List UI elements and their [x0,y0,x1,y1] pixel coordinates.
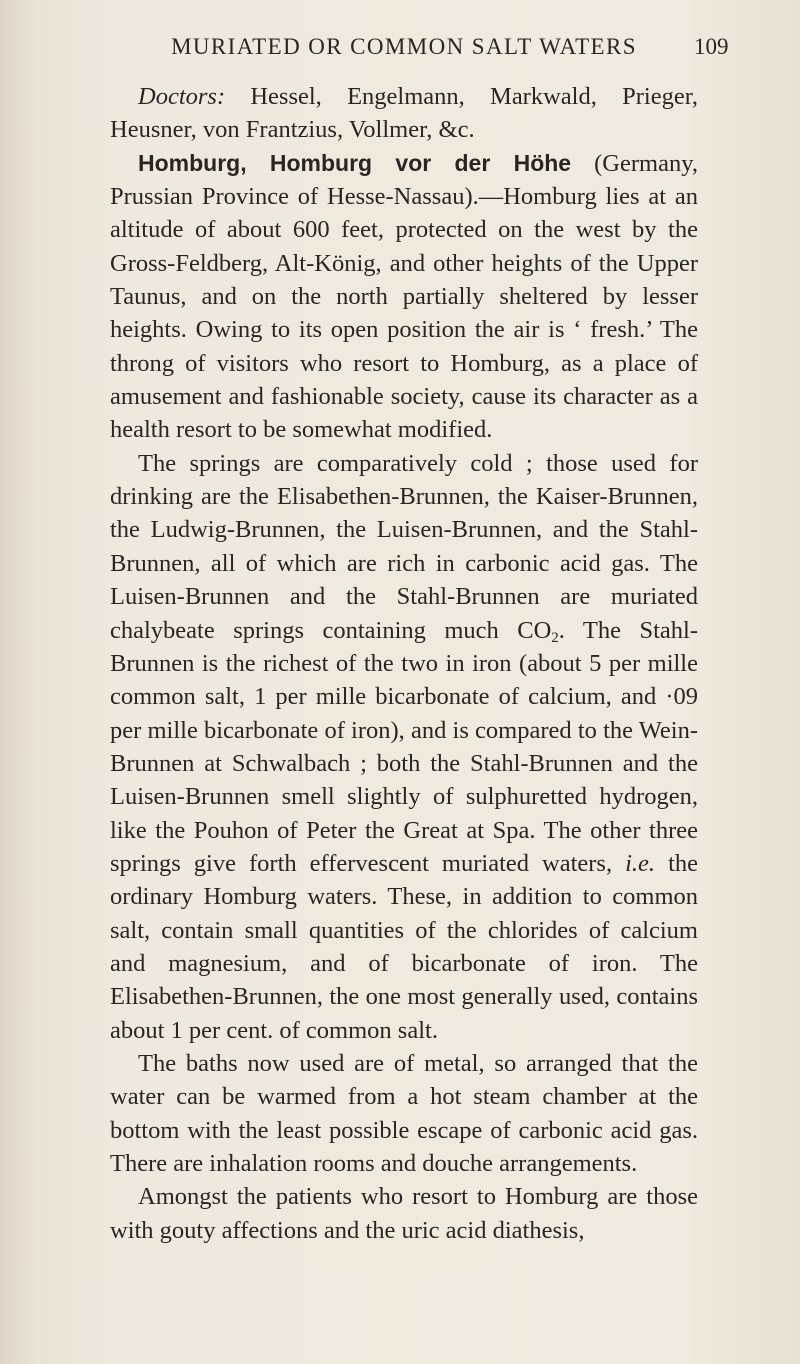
springs-text-a: The springs are comparatively cold ; those used for drinking are the Elisabethen-Brunnen, the Kaiser-Brunnen, the Ludwig-Brunnen, the Luisen-Brunnen, and the Stahl-Brunnen, all of which are rich in carbonic acid gas. The Luisen-Brunnen and the Stahl-Brunnen are muriated chalybeate springs containing much CO [110,449,698,644]
paragraph-doctors [110,80,698,147]
doctors-label: Doctors: [138,83,226,110]
springs-text-b: . The Stahl-Brunnen is the richest of the two in iron (about 5 per mille common salt, 1 per mille bicarbonate of calcium, and ·09 per mille bicarbonate of iron), and is compared to the Wein-Brunnen at Schwalbach ; both the Stahl-Brunnen and the Luisen-Brunnen smell slightly of sulphuretted hydrogen, like the Pouhon of Peter the Great at Spa. The other three springs give forth effervescent muriated waters, [110,616,699,877]
body-text [110,80,698,1247]
homburg-text: (Germany, Prussian Province of Hesse-Nassau).—Homburg lies at an altitude of about 600 feet, protected on the west by the Gross-Feldberg, Alt-König, and other heights of the Upper Taunus, and on the north partially sheltered by lesser heights. Owing to its open position the air is ‘ fresh.’ The throng of visitors who resort to Homburg, as a place of amusement and fashionable society, cause its character as a health resort to be somewhat modified. [110,149,698,444]
homburg-heading: Homburg, Homburg vor der Höhe [138,149,572,176]
paragraph-homburg [110,147,698,447]
paragraph-patients [110,1180,698,1247]
doctors-text: Hessel, Engelmann, Markwald, Prieger, Heusner, von Frantzius, Vollmer, &c. [110,83,698,144]
springs-ie: i.e. [625,849,656,877]
running-head: MURIATED OR COMMON SALT WATERS [171,34,637,59]
paragraph-springs [110,447,698,1047]
springs-text-c: the ordinary Homburg waters. These, in addition to common salt, contain small quantities of the chlorides of calcium and magnesium, and of bicarbonate of iron. The Elisabethen-Brunnen, the one most generally used, contains about 1 per cent. of common salt. [110,849,698,1044]
page-number: 109 [694,34,729,59]
baths-text: The baths now used are of metal, so arranged that the water can be warmed from a hot steam chamber at the bottom with the least possible escape of carbonic acid gas. There are inhalation rooms and douche arrangements. [110,1049,698,1177]
paragraph-baths [110,1047,698,1180]
patients-text: Amongst the patients who resort to Homburg are those with gouty affections and the uric acid diathesis, [110,1183,698,1244]
page-header [0,34,800,70]
springs-subscript: 2 [551,629,559,646]
